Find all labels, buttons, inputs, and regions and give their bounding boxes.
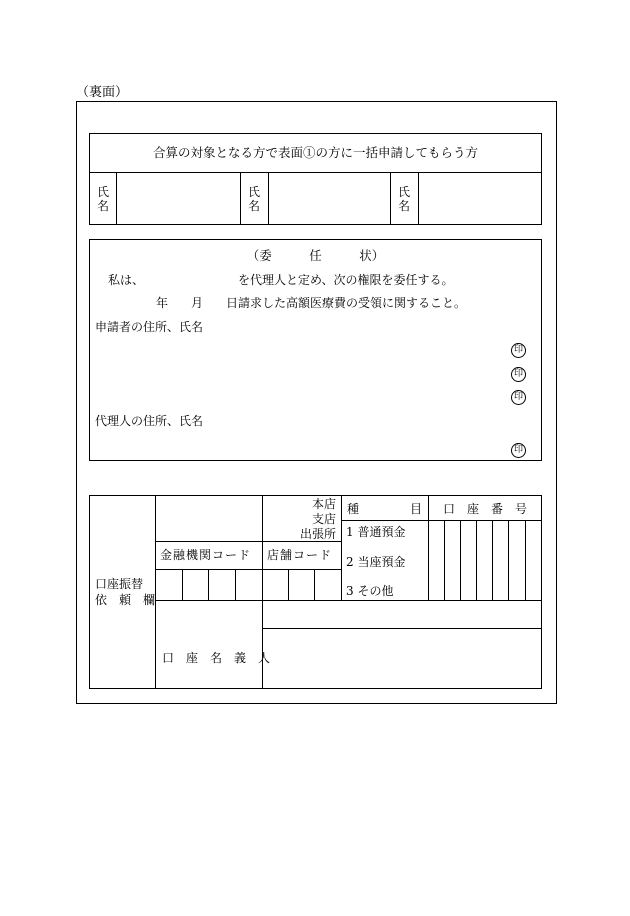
applicant-field[interactable] (95, 338, 505, 408)
name-label: 氏名 (247, 185, 260, 213)
account-holder-label: 口 座 名 義 人 (162, 651, 271, 665)
bank-divider (341, 495, 342, 600)
name-label: 氏名 (397, 185, 410, 213)
branch-type: 支店 (311, 512, 336, 526)
combine-divider (240, 172, 241, 225)
account-type-option[interactable]: 3 その他 (346, 584, 394, 598)
account-holder-name-field[interactable] (263, 629, 541, 688)
page-label: （裏面） (76, 85, 129, 100)
agent-label: 代理人の住所、氏名 (95, 414, 204, 428)
agent-name-blank[interactable] (146, 270, 236, 286)
account-number-header: 口 座 番 号 (442, 502, 527, 516)
month-label: 月 (191, 296, 204, 310)
account-type-option[interactable]: 1 普通預金 (346, 525, 406, 539)
agent-field[interactable] (95, 432, 505, 457)
applicant-label: 申請者の住所、氏名 (95, 320, 204, 334)
seal-mark: 印 (511, 367, 526, 382)
name-label: 氏名 (96, 185, 109, 213)
name-field-1[interactable] (117, 173, 240, 224)
account-type-option[interactable]: 2 当座預金 (346, 555, 406, 569)
account-number-field[interactable] (429, 521, 541, 599)
delegation-line1-start: 私は、 (108, 273, 145, 287)
year-label: 年 (156, 296, 169, 310)
institution-code-label: 金融機関コード (160, 548, 252, 562)
institution-code-digit[interactable] (209, 570, 235, 599)
delegation-line2: 日請求した高額医療費の受領に関すること。 (226, 296, 467, 310)
section-label: 口座振替 (95, 577, 144, 591)
section-label: 依 頼 欄 (95, 593, 156, 607)
delegation-line1-end: を代理人と定め、次の権限を委任する。 (238, 273, 454, 287)
institution-name-field[interactable] (156, 496, 261, 540)
branch-type: 本店 (311, 497, 336, 511)
branch-code-digit[interactable] (263, 570, 288, 599)
seal-mark: 印 (511, 443, 526, 458)
type-header: 目 (410, 502, 423, 516)
institution-code-digit[interactable] (156, 570, 182, 599)
account-holder-kana-field[interactable] (263, 601, 541, 627)
branch-code-label: 店舗コード (267, 548, 333, 562)
name-field-3[interactable] (419, 173, 541, 224)
delegation-title: （委 任 状） (246, 248, 385, 263)
branch-code-digit[interactable] (289, 570, 314, 599)
institution-code-digit[interactable] (183, 570, 208, 599)
combine-divider (390, 172, 391, 225)
seal-mark: 印 (511, 390, 526, 405)
combine-header: 合算の対象となる方で表面①の方に一括申請してもらう方 (152, 145, 478, 160)
institution-code-digit[interactable] (236, 570, 262, 599)
name-field-2[interactable] (269, 173, 390, 224)
seal-mark: 印 (511, 343, 526, 358)
bank-divider (155, 541, 341, 542)
branch-type: 出張所 (299, 527, 336, 541)
branch-code-digit[interactable] (315, 570, 340, 599)
type-header: 種 (347, 502, 360, 516)
